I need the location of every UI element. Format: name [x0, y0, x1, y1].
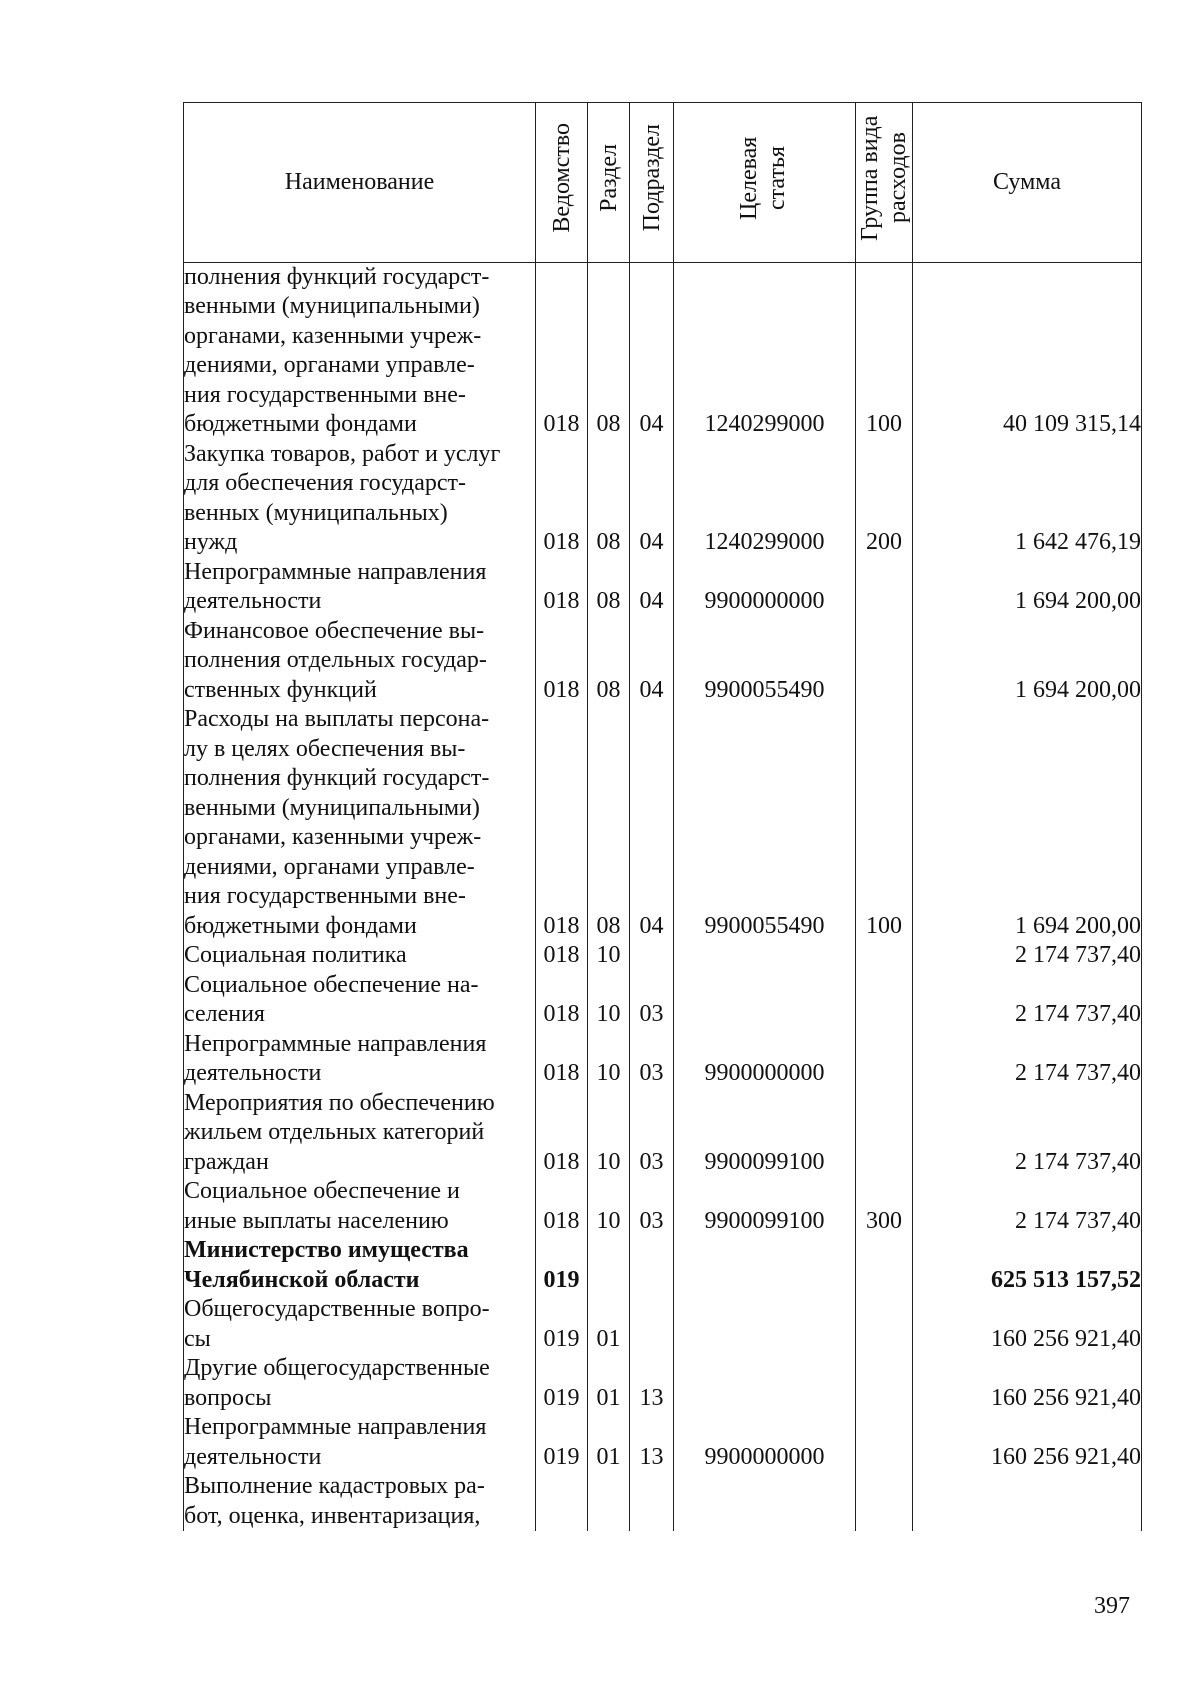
cell-sum: 1 694 200,00 — [913, 558, 1142, 617]
cell-sum: 2 174 737,40 — [913, 1030, 1142, 1089]
cell-subsection — [630, 941, 674, 971]
table-row — [184, 1089, 1142, 1178]
cell-group: 300 — [856, 1177, 913, 1236]
cell-subsection — [630, 1295, 674, 1354]
cell-subsection: 04 — [630, 262, 674, 440]
cell-name: Выполнение кадастровых ра- бот, оценка, инвентаризация, — [184, 1472, 536, 1531]
cell-group — [856, 1354, 913, 1413]
cell-sum: 2 174 737,40 — [913, 971, 1142, 1030]
cell-name: Непрограммные направления деятельности — [184, 1030, 536, 1089]
cell-group: 200 — [856, 440, 913, 558]
cell-name: Непрограммные направления деятельности — [184, 558, 536, 617]
cell-group — [856, 1295, 913, 1354]
cell-sum: 1 694 200,00 — [913, 705, 1142, 941]
cell-sum: 1 642 476,19 — [913, 440, 1142, 558]
header-sum: Сумма — [913, 103, 1142, 263]
cell-target: 9900099100 — [674, 1089, 856, 1178]
table-row — [184, 617, 1142, 706]
cell-name: Другие общегосударственные вопросы — [184, 1354, 536, 1413]
cell-group — [856, 971, 913, 1030]
cell-target: 9900000000 — [674, 558, 856, 617]
header-target: Целевая статья — [674, 103, 856, 263]
cell-dept: 018 — [536, 262, 588, 440]
cell-subsection: 13 — [630, 1413, 674, 1472]
cell-dept: 018 — [536, 1089, 588, 1178]
table-row — [184, 1472, 1142, 1531]
cell-target — [674, 1472, 856, 1531]
cell-section — [588, 1472, 630, 1531]
cell-group — [856, 617, 913, 706]
cell-target: 9900000000 — [674, 1030, 856, 1089]
table-row — [184, 971, 1142, 1030]
cell-target: 9900055490 — [674, 705, 856, 941]
cell-sum: 160 256 921,40 — [913, 1354, 1142, 1413]
cell-dept: 018 — [536, 1177, 588, 1236]
cell-group: 100 — [856, 705, 913, 941]
cell-subsection: 03 — [630, 1030, 674, 1089]
table-row — [184, 941, 1142, 971]
cell-group — [856, 941, 913, 971]
cell-group: 100 — [856, 262, 913, 440]
cell-section: 08 — [588, 440, 630, 558]
cell-subsection: 03 — [630, 1089, 674, 1178]
cell-section: 01 — [588, 1295, 630, 1354]
cell-sum — [913, 1472, 1142, 1531]
cell-section: 08 — [588, 262, 630, 440]
cell-section: 08 — [588, 617, 630, 706]
table-row — [184, 705, 1142, 941]
cell-section: 01 — [588, 1413, 630, 1472]
cell-dept: 018 — [536, 617, 588, 706]
cell-name: Социальное обеспечение на- селения — [184, 971, 536, 1030]
cell-subsection: 03 — [630, 971, 674, 1030]
table-row — [184, 1236, 1142, 1295]
table-row — [184, 1177, 1142, 1236]
cell-name: Непрограммные направления деятельности — [184, 1413, 536, 1472]
cell-section: 10 — [588, 941, 630, 971]
cell-dept: 018 — [536, 1030, 588, 1089]
cell-subsection: 03 — [630, 1177, 674, 1236]
header-dept: Ведомство — [536, 103, 588, 263]
cell-subsection: 04 — [630, 440, 674, 558]
cell-subsection: 13 — [630, 1354, 674, 1413]
cell-dept: 018 — [536, 941, 588, 971]
cell-sum: 2 174 737,40 — [913, 941, 1142, 971]
cell-dept: 019 — [536, 1295, 588, 1354]
cell-group — [856, 1089, 913, 1178]
table-row — [184, 262, 1142, 440]
table-row — [184, 1030, 1142, 1089]
cell-section: 08 — [588, 558, 630, 617]
cell-section — [588, 1236, 630, 1295]
cell-name: Социальная политика — [184, 941, 536, 971]
table-row — [184, 1354, 1142, 1413]
cell-target: 9900055490 — [674, 617, 856, 706]
cell-dept: 019 — [536, 1354, 588, 1413]
cell-name: Расходы на выплаты персона- лу в целях обеспечения вы- полнения функций государст- венными (муниципальными) органами, казенными учреж- дениями, органами управле- ния государственными вне- бюджетными фондами — [184, 705, 536, 941]
cell-target: 1240299000 — [674, 262, 856, 440]
cell-section: 10 — [588, 1177, 630, 1236]
cell-target — [674, 1295, 856, 1354]
budget-table — [183, 102, 1142, 1531]
cell-sum: 1 694 200,00 — [913, 617, 1142, 706]
cell-subsection — [630, 1472, 674, 1531]
page-number: 397 — [1094, 1593, 1130, 1619]
cell-target: 9900000000 — [674, 1413, 856, 1472]
cell-sum: 160 256 921,40 — [913, 1413, 1142, 1472]
table-row — [184, 440, 1142, 558]
cell-sum: 40 109 315,14 — [913, 262, 1142, 440]
cell-dept: 018 — [536, 971, 588, 1030]
cell-name: Общегосударственные вопро- сы — [184, 1295, 536, 1354]
cell-target — [674, 1236, 856, 1295]
cell-section: 10 — [588, 1089, 630, 1178]
cell-subsection: 04 — [630, 558, 674, 617]
cell-target: 9900099100 — [674, 1177, 856, 1236]
cell-section: 10 — [588, 1030, 630, 1089]
cell-section: 10 — [588, 971, 630, 1030]
cell-name: полнения функций государст- венными (муниципальными) органами, казенными учреж- дениями, органами управле- ния государственными вне- бюджетными фондами — [184, 262, 536, 440]
cell-dept: 018 — [536, 705, 588, 941]
cell-name: Социальное обеспечение и иные выплаты населению — [184, 1177, 536, 1236]
cell-sum: 2 174 737,40 — [913, 1089, 1142, 1178]
table-row — [184, 1413, 1142, 1472]
cell-dept — [536, 1472, 588, 1531]
cell-name: Закупка товаров, работ и услуг для обеспечения государст- венных (муниципальных) нужд — [184, 440, 536, 558]
cell-group — [856, 1236, 913, 1295]
cell-group — [856, 1030, 913, 1089]
cell-sum: 2 174 737,40 — [913, 1177, 1142, 1236]
cell-target: 1240299000 — [674, 440, 856, 558]
header-section: Раздел — [588, 103, 630, 263]
cell-group — [856, 1413, 913, 1472]
table-row — [184, 558, 1142, 617]
cell-subsection — [630, 1236, 674, 1295]
cell-section: 08 — [588, 705, 630, 941]
cell-group — [856, 1472, 913, 1531]
table-row — [184, 1295, 1142, 1354]
table-body — [184, 262, 1142, 1531]
cell-group — [856, 558, 913, 617]
cell-name: Финансовое обеспечение вы- полнения отдельных государ- ственных функций — [184, 617, 536, 706]
cell-dept: 018 — [536, 440, 588, 558]
cell-dept: 019 — [536, 1236, 588, 1295]
cell-dept: 019 — [536, 1413, 588, 1472]
cell-name: Министерство имущества Челябинской области — [184, 1236, 536, 1295]
cell-subsection: 04 — [630, 705, 674, 941]
cell-target — [674, 941, 856, 971]
cell-section: 01 — [588, 1354, 630, 1413]
cell-dept: 018 — [536, 558, 588, 617]
cell-sum: 160 256 921,40 — [913, 1295, 1142, 1354]
header-name: Наименование — [184, 103, 536, 263]
header-subsection: Подраздел — [630, 103, 674, 263]
cell-sum: 625 513 157,52 — [913, 1236, 1142, 1295]
cell-name: Мероприятия по обеспечению жильем отдельных категорий граждан — [184, 1089, 536, 1178]
header-group: Группа вида расходов — [856, 103, 913, 263]
cell-subsection: 04 — [630, 617, 674, 706]
cell-target — [674, 1354, 856, 1413]
table-header — [184, 103, 1142, 263]
cell-target — [674, 971, 856, 1030]
